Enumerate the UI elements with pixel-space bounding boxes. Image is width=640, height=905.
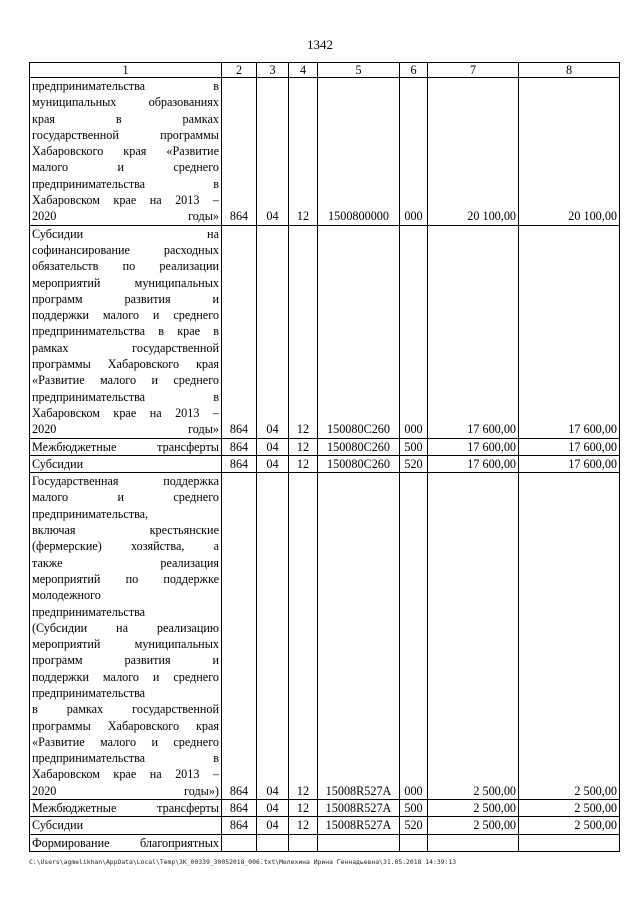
page-number: 1342	[307, 37, 333, 52]
section-code-cell: 04	[257, 800, 289, 817]
description-line: Межбюджетные трансферты	[32, 801, 219, 816]
expense-type-cell: 520	[400, 455, 428, 472]
admin-code-cell: 864	[222, 225, 257, 438]
header-cell-5: 5	[318, 63, 400, 78]
section-code-cell: 04	[257, 438, 289, 455]
admin-code-cell: 864	[222, 455, 257, 472]
section-code-cell: 04	[257, 817, 289, 834]
description-line: Хабаровском крае на 2013 –	[32, 405, 219, 420]
subsection-code-cell: 12	[289, 225, 318, 438]
admin-code-cell: 864	[222, 473, 257, 800]
amount-cell: 17 600,00	[519, 455, 620, 472]
amount-cell	[519, 834, 620, 851]
table-row	[30, 817, 620, 834]
header-cell-1: 1	[30, 63, 222, 78]
target-article-cell: 150080С260	[318, 438, 400, 455]
subsection-code-cell: 12	[289, 473, 318, 800]
expense-type-cell: 520	[400, 817, 428, 834]
description-line: (фермерские) хозяйства, а	[32, 539, 219, 554]
description-line: предпринимательства	[32, 604, 146, 619]
admin-code-cell	[222, 834, 257, 851]
target-article-cell: 150080С260	[318, 225, 400, 438]
row-description	[30, 455, 222, 472]
subsection-code-cell: 12	[289, 817, 318, 834]
row-description	[30, 473, 222, 800]
section-code-cell: 04	[257, 225, 289, 438]
description-line: Хабаровском крае на 2013 –	[32, 193, 219, 208]
description-line: Субсидии	[32, 818, 84, 833]
amount-cell: 17 600,00	[428, 225, 519, 438]
amount-cell: 2 500,00	[428, 473, 519, 800]
row-description	[30, 817, 222, 834]
section-code-cell	[257, 834, 289, 851]
description-line: Государственная поддержка	[32, 474, 219, 489]
amount-cell: 2 500,00	[519, 817, 620, 834]
table-row	[30, 78, 620, 226]
description-line: малого и среднего	[32, 490, 219, 505]
description-line: малого и среднего	[32, 160, 219, 175]
expense-type-cell	[400, 834, 428, 851]
admin-code-cell: 864	[222, 800, 257, 817]
admin-code-cell: 864	[222, 817, 257, 834]
row-description	[30, 800, 222, 817]
description-line: мероприятий по поддержке	[32, 571, 219, 586]
row-description	[30, 834, 222, 851]
amount-cell: 2 500,00	[428, 817, 519, 834]
budget-table	[29, 62, 620, 852]
description-line: предпринимательства в	[32, 79, 219, 93]
description-line: государственной программы	[32, 127, 219, 142]
expense-type-cell: 500	[400, 438, 428, 455]
description-line: Межбюджетные трансферты	[32, 439, 219, 454]
description-line: (Субсидии на реализацию	[32, 620, 219, 635]
row-description	[30, 225, 222, 438]
amount-cell: 17 600,00	[428, 438, 519, 455]
description-line: софинансирование расходных	[32, 242, 219, 257]
section-code-cell: 04	[257, 78, 289, 226]
description-line: края в рамках	[32, 111, 219, 126]
amount-cell: 2 500,00	[428, 800, 519, 817]
description-line: 2020 годы»)	[32, 783, 219, 798]
description-line: поддержки малого и среднего	[32, 669, 219, 684]
header-cell-4: 4	[289, 63, 318, 78]
header-row	[30, 63, 620, 78]
header-cell-6: 6	[400, 63, 428, 78]
description-line: предпринимательства в	[32, 389, 219, 404]
subsection-code-cell: 12	[289, 455, 318, 472]
amount-cell: 2 500,00	[519, 473, 620, 800]
expense-type-cell: 000	[400, 473, 428, 800]
description-line: предпринимательства	[32, 685, 146, 700]
row-description	[30, 78, 222, 226]
header-cell-3: 3	[257, 63, 289, 78]
description-line: «Развитие малого и среднего	[32, 373, 219, 388]
description-line: Хабаровского края «Развитие	[32, 144, 219, 159]
description-line: предпринимательства,	[32, 506, 149, 521]
description-line: «Развитие малого и среднего	[32, 734, 219, 749]
description-line: в рамках государственной	[32, 702, 219, 717]
table-row	[30, 225, 620, 438]
description-line: Субсидии	[32, 456, 84, 471]
table-row	[30, 834, 620, 851]
expense-type-cell: 500	[400, 800, 428, 817]
amount-cell: 2 500,00	[519, 800, 620, 817]
description-line: программ развития и	[32, 291, 219, 306]
table-row	[30, 438, 620, 455]
description-line: поддержки малого и среднего	[32, 308, 219, 323]
amount-cell: 20 100,00	[519, 78, 620, 226]
subsection-code-cell: 12	[289, 78, 318, 226]
target-article-cell: 15008R527A	[318, 817, 400, 834]
description-line: Хабаровском крае на 2013 –	[32, 767, 219, 782]
target-article-cell: 15008R527A	[318, 800, 400, 817]
description-line: мероприятий муниципальных	[32, 637, 219, 652]
description-line: программы Хабаровского края	[32, 357, 219, 372]
description-line: муниципальных образованиях	[32, 95, 219, 110]
target-article-cell	[318, 834, 400, 851]
header-cell-7: 7	[428, 63, 519, 78]
description-line: молодежного	[32, 588, 101, 603]
description-line: предпринимательства в	[32, 751, 219, 766]
subsection-code-cell: 12	[289, 438, 318, 455]
description-line: мероприятий муниципальных	[32, 275, 219, 290]
description-line: Субсидии на	[32, 226, 219, 241]
table-row	[30, 800, 620, 817]
description-line: 2020 годы»	[32, 422, 219, 437]
admin-code-cell: 864	[222, 78, 257, 226]
amount-cell: 17 600,00	[519, 225, 620, 438]
target-article-cell: 15008R527A	[318, 473, 400, 800]
header-cell-2: 2	[222, 63, 257, 78]
target-article-cell: 150080С260	[318, 455, 400, 472]
description-line: обязательств по реализации	[32, 259, 219, 274]
description-line: включая крестьянские	[32, 523, 219, 538]
table-row	[30, 455, 620, 472]
file-path-footer: C:\Users\agmelikhan\AppData\Local\Temp\3K_00339_30052018_006.txt\Мелехина Ирина Геннадьевна\31.05.2018 14:39:13	[29, 858, 457, 866]
amount-cell: 17 600,00	[519, 438, 620, 455]
description-line: предпринимательства в	[32, 176, 219, 191]
description-line: предпринимательства в крае в	[32, 324, 219, 339]
table-row	[30, 473, 620, 800]
subsection-code-cell	[289, 834, 318, 851]
description-line: Формирование благоприятных	[32, 835, 219, 850]
description-line: программы Хабаровского края	[32, 718, 219, 733]
section-code-cell: 04	[257, 473, 289, 800]
description-line: программ развития и	[32, 653, 219, 668]
amount-cell	[428, 834, 519, 851]
row-description	[30, 438, 222, 455]
amount-cell: 17 600,00	[428, 455, 519, 472]
amount-cell: 20 100,00	[428, 78, 519, 226]
header-cell-8: 8	[519, 63, 620, 78]
description-line: рамках государственной	[32, 340, 219, 355]
section-code-cell: 04	[257, 455, 289, 472]
subsection-code-cell: 12	[289, 800, 318, 817]
expense-type-cell: 000	[400, 78, 428, 226]
target-article-cell: 1500800000	[318, 78, 400, 226]
description-line: 2020 годы»	[32, 209, 219, 224]
description-line: также реализация	[32, 555, 219, 570]
admin-code-cell: 864	[222, 438, 257, 455]
expense-type-cell: 000	[400, 225, 428, 438]
